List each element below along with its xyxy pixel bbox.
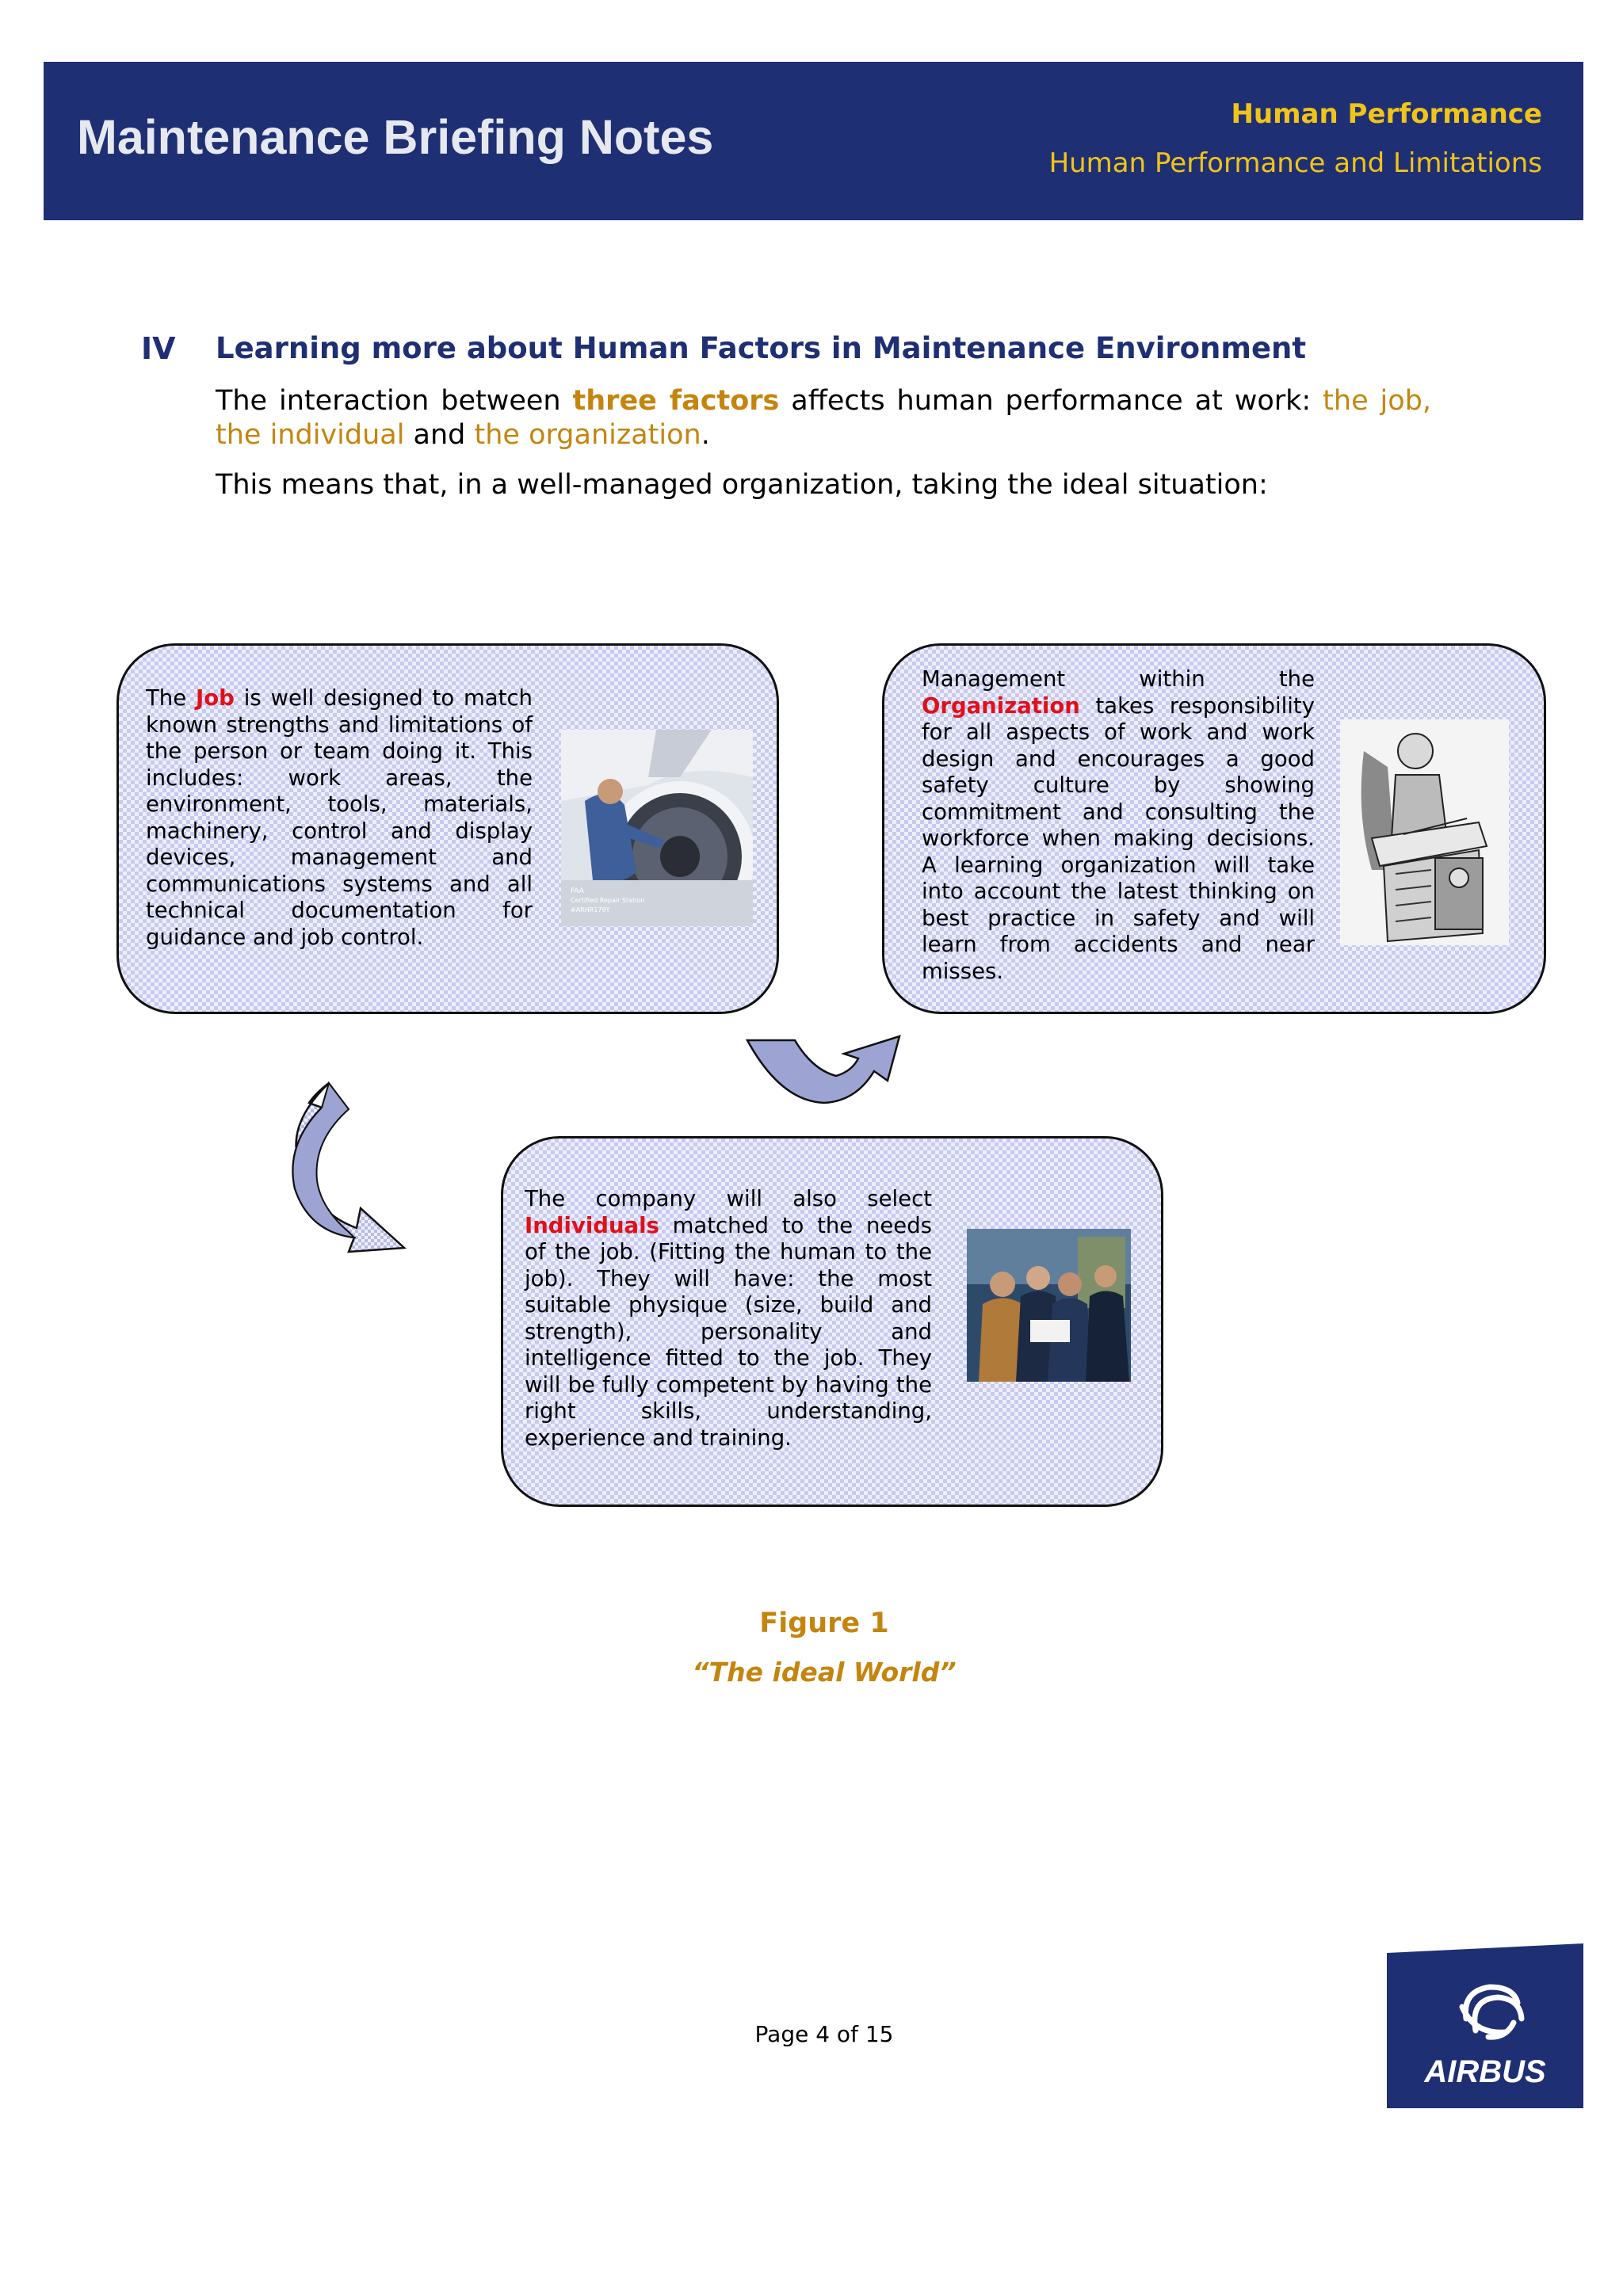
header-category: Human Performance [1231,98,1542,130]
photo-caption: #ARHR179Y [571,906,610,913]
individuals-keyword: Individuals [525,1212,659,1238]
intro-text: . [701,419,710,451]
ideal-situation-paragraph: This means that, in a well-managed organization, taking the ideal situation: [216,469,1268,501]
document-title: Maintenance Briefing Notes [77,110,714,164]
arrow-shade [293,1083,354,1238]
organization-keyword: Organization [922,692,1080,719]
job-keyword: Job [196,685,235,711]
photo-caption: Certified Repair Station [571,897,645,904]
intro-text: and [404,419,475,451]
arrow-job-to-organization-icon [747,1036,899,1103]
figure-number: Figure 1 [759,1608,889,1639]
page-number: Page 4 of 15 [754,2021,894,2047]
job-text-body: is well designed to match known strengths and limitations of the person or team doing it. This includes: work areas, the environment, tools, materials, machinery, control and display devices, management and communications systems and all technical documentation for guidance and job control. [146,685,533,950]
header-subtitle: Human Performance and Limitations [1048,147,1542,179]
section-title: Learning more about Human Factors in Maintenance Environment [216,331,1307,365]
individuals-text-pre: The company will also select [525,1186,932,1211]
airbus-logo [1387,1943,1583,2108]
photo-caption: FAA [571,887,584,895]
organization-text-body: takes responsibility for all aspects of work and work design and encourages a good safety culture by showing commitment and consulting the workforce when making decisions. A learning organization will take into account the latest thinking on best practice in safety and will learn from accidents and near misses. [922,692,1315,984]
organization-text-pre: Management within the [922,666,1315,692]
figure-caption: “The ideal World” [692,1657,957,1688]
logo-text: AIRBUS [1424,2054,1546,2089]
highlight-job-individual: the job, the individual [216,385,1432,451]
highlight-organization: the organization [474,419,701,451]
highlight-three-factors: three factors [572,385,780,417]
section-number: IV [141,331,176,366]
individuals-text-body: matched to the needs of the job. (Fitting the human to the job). They will have: the most suitable physique (size, build and strength), personality and intelligence fitted to the job. They will be fully competent by having the right skills, understanding, experience and training. [525,1212,932,1451]
intro-text: The interaction between [216,385,573,417]
intro-text: affects human performance at work: [779,385,1323,417]
job-text-pre: The [146,685,197,711]
